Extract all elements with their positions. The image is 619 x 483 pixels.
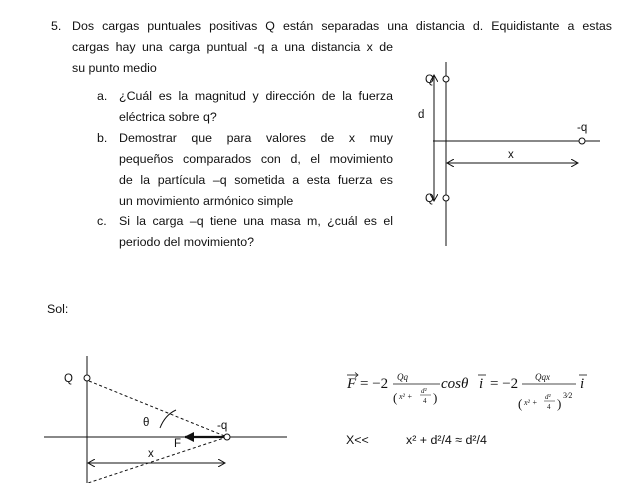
frac2-exponent: 3⁄2 — [563, 391, 573, 400]
frac1-numerator: Qq — [397, 372, 408, 382]
formula-i-hat-2: i — [580, 376, 585, 392]
formula-eq1: = −2 — [360, 376, 389, 392]
label-neg-q: -q — [577, 122, 588, 134]
item-c-line-1: Si la carga –q tiene una masa m, ¿cuál es el — [119, 214, 393, 228]
item-b-line-4: un movimiento armónico simple — [119, 194, 294, 208]
frac2-den-4: 4 — [547, 403, 551, 411]
item-a-line-2: eléctrica sobre q? — [119, 110, 217, 124]
formula-eq2: = −2 — [490, 376, 519, 392]
sol-label-neg-q: -q — [217, 420, 228, 432]
sol-label-f: F — [174, 438, 182, 450]
formula-cos-theta: cosθ — [441, 376, 469, 392]
problem-intro-line-1: Dos cargas puntuales positivas Q están separadas una distancia d. Equidistante a estas — [72, 19, 612, 33]
frac1-den-4: 4 — [423, 397, 427, 405]
frac2-den-open-paren: ( — [518, 396, 523, 411]
problem-intro-line-2: cargas hay una carga puntual -q a una distancia x de — [72, 40, 393, 54]
sol-charge-q-marker — [84, 375, 90, 381]
problem-intro-line-3: su punto medio — [72, 61, 157, 75]
approx-expression: x² + d²/4 ≈ d²/4 — [406, 433, 487, 447]
formula-i-hat: i — [479, 376, 484, 392]
sol-field-line-bottom — [88, 437, 227, 483]
item-a-letter: a. — [97, 89, 108, 103]
item-b-line-2: pequeños comparados con d, el movimiento — [119, 152, 393, 166]
sol-label-theta: θ — [143, 417, 150, 429]
solution-label: Sol: — [47, 302, 69, 316]
formula-f: F — [347, 376, 357, 392]
frac2-den-d2: d² — [545, 393, 551, 401]
item-b-line-3: de la partícula –q sometida a esta fuerza es — [119, 173, 393, 187]
frac1-den-d2: d² — [421, 387, 427, 395]
sol-label-q: Q — [64, 373, 73, 385]
force-formula — [346, 372, 587, 411]
charge-q-bottom-marker — [443, 195, 449, 201]
charge-neg-q-marker — [579, 138, 585, 144]
sol-label-x: x — [148, 448, 154, 460]
frac1-den-close-paren: ) — [433, 390, 438, 405]
frac2-numerator: Qqx — [535, 372, 550, 382]
label-x: x — [508, 149, 514, 161]
item-b-letter: b. — [97, 131, 108, 145]
item-c-letter: c. — [97, 214, 107, 228]
approx-condition: X<< — [346, 433, 369, 447]
sol-field-line-top — [89, 381, 227, 437]
problem-number: 5. — [51, 19, 62, 33]
frac1-den-x2: x² + — [399, 392, 413, 401]
label-q-bottom: Q — [425, 193, 434, 205]
charge-q-top-marker — [443, 76, 449, 82]
frac2-den-close-paren: ) — [557, 396, 562, 411]
frac2-den-x2: x² + — [524, 398, 538, 407]
frac1-den-open-paren: ( — [393, 390, 398, 405]
item-a-line-1: ¿Cuál es la magnitud y dirección de la fuerza — [119, 89, 393, 103]
label-d: d — [418, 109, 425, 121]
item-b-line-1: Demostrar que para valores de x muy — [119, 131, 393, 145]
sol-charge-neg-q-marker — [224, 434, 230, 440]
item-c-line-2: periodo del movimiento? — [119, 235, 254, 249]
label-q-top: Q — [425, 74, 434, 86]
